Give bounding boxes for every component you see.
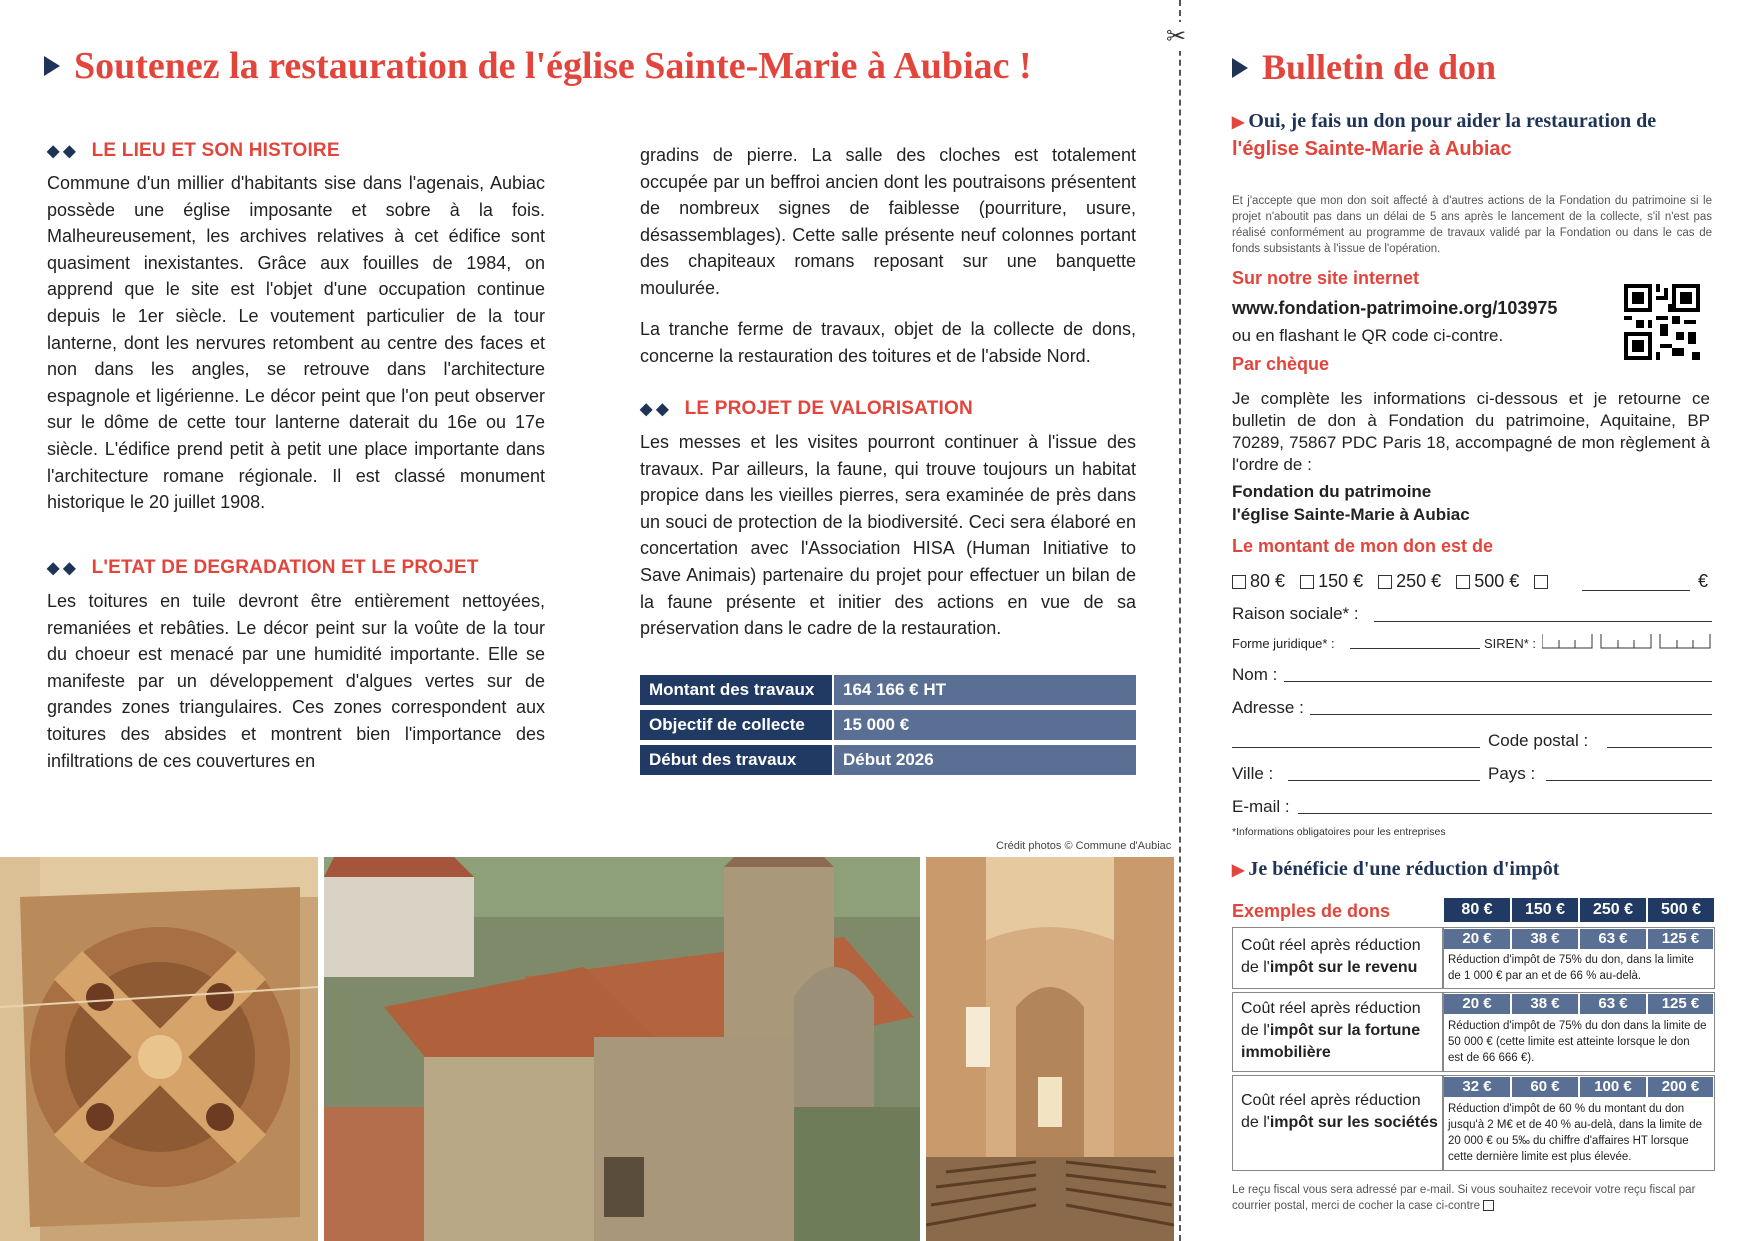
page-title: Soutenez la restauration de l'église Sainte-Marie à Aubiac !	[44, 44, 1032, 88]
label-forme-juridique: Forme juridique* :	[1232, 636, 1335, 651]
label-code-postal: Code postal :	[1488, 731, 1589, 750]
triangle-bullet-icon	[44, 56, 60, 76]
tax-row-label: Coût réel après réduction de l'impôt sur le revenu	[1241, 937, 1421, 976]
siren-field[interactable]	[1542, 634, 1712, 648]
amount-option-other[interactable]	[1534, 571, 1552, 591]
cheque-heading: Par chèque	[1232, 354, 1330, 374]
diamond-bullets-icon: ◆◆	[47, 143, 80, 160]
cheque-instructions: Je complète les informations ci-dessous et je retourne ce bulletin de don à Fondation du patrimoine, Aquitaine, BP 70289, 75867 PDC Paris 18, accompagné de mon règlement à l'ordre de :	[1232, 389, 1710, 474]
small-triangle-icon: ▶	[1232, 862, 1249, 879]
tax-value: 100 €	[1580, 1077, 1646, 1097]
label-nom: Nom :	[1232, 665, 1278, 684]
adresse-field[interactable]	[1310, 714, 1712, 715]
section-heading-history: ◆◆ LE LIEU ET SON HISTOIRE	[47, 140, 340, 161]
tax-value: 125 €	[1648, 994, 1713, 1014]
order-line-1: Fondation du patrimoine	[1232, 482, 1432, 501]
tax-row-note: Réduction d'impôt de 60 % du montant du don jusqu'à 2 M€ et de 40 % au-delà, dans la limite de 20 000 € ou 5‰ du chiffre d'affaires HT lorsque cette dernière limite est plus élevée.	[1448, 1103, 1703, 1163]
code-postal-field[interactable]	[1607, 747, 1712, 748]
works-scope-text: La tranche ferme de travaux, objet de la collecte de dons, concerne la restauration des toitures et de l'abside Nord.	[640, 319, 1136, 366]
label-raison-sociale: Raison sociale* :	[1232, 604, 1359, 623]
currency-symbol: €	[1698, 571, 1709, 591]
checkbox[interactable]	[1534, 575, 1548, 589]
pays-field[interactable]	[1546, 780, 1712, 781]
example-amount: 150 €	[1512, 898, 1578, 922]
cost-table	[640, 670, 1136, 780]
raison-sociale-field[interactable]	[1374, 621, 1712, 622]
valorisation-text: Les messes et les visites pourront continuer à l'issue des travaux. Par ailleurs, la faune, qui trouve toujours un habitat propice dans les vieilles pierres, sera examinée de près dans un souci de protection de la biodiversité. Ceci sera élaboré en concertation avec l'Association HISA (Human Initiative to Save Animais) partenaire du projet pour effectuer un bilan de la faune présente et initier des actions en vue de sa préservation dans le cadre de la restauration.	[640, 432, 1136, 639]
diamond-bullets-icon: ◆◆	[640, 401, 673, 418]
photo-painted-dome	[0, 857, 318, 1241]
checkbox[interactable]	[1456, 575, 1470, 589]
adresse-line-2-field[interactable]	[1232, 747, 1480, 748]
tax-value: 63 €	[1580, 994, 1646, 1014]
website-url[interactable]: www.fondation-patrimoine.org/103975	[1232, 298, 1558, 318]
table-row: Début des travaux Début 2026	[640, 745, 1136, 775]
section-heading-degradation: ◆◆ L'ETAT DE DEGRADATION ET LE PROJET	[47, 557, 479, 578]
degradation-text: Les toitures en tuile devront être entièrement nettoyées, remaniées et rebâties. Le décor peint sur la voûte de la tour du choeur est menacé par une humidité importante. Elle se manifeste par un développement d'algues vertes sur de grandes zones triangulaires. Ces zones correspondent aux toitures des absides et montrent bien l'importance des infiltrations de ces couvertures en	[47, 591, 545, 771]
tax-value: 63 €	[1580, 929, 1646, 949]
tax-value: 60 €	[1512, 1077, 1578, 1097]
tax-heading: ▶ Je bénéficie d'une réduction d'impôt	[1232, 858, 1560, 880]
tax-value: 125 €	[1648, 929, 1713, 949]
tax-row-note: Réduction d'impôt de 75% du don, dans la limite de 1 000 € par an et de 66 % au-delà.	[1448, 954, 1694, 982]
table-row: Montant des travaux 164 166 € HT	[640, 675, 1136, 705]
amount-option-80[interactable]: 80 €	[1232, 571, 1285, 591]
label-siren: SIREN* :	[1484, 636, 1537, 651]
photo-credit: Crédit photos © Commune d'Aubiac	[996, 840, 1172, 852]
amount-option-150[interactable]: 150 €	[1300, 571, 1363, 591]
amount-option-500[interactable]: 500 €	[1456, 571, 1519, 591]
label-ville: Ville :	[1232, 764, 1274, 783]
tax-value: 200 €	[1648, 1077, 1713, 1097]
tax-row-label: Coût réel après réduction de l'impôt sur les sociétés	[1241, 1092, 1438, 1131]
tax-value: 32 €	[1444, 1077, 1510, 1097]
tax-value: 20 €	[1444, 994, 1510, 1014]
amount-heading: Le montant de mon don est de	[1232, 536, 1494, 556]
table-row: Objectif de collecte 15 000 €	[640, 710, 1136, 740]
label-pays: Pays :	[1488, 764, 1536, 783]
cut-line	[1179, 0, 1181, 1241]
example-amount: 500 €	[1648, 898, 1714, 922]
examples-heading: Exemples de dons	[1232, 901, 1391, 921]
tax-row-note: Réduction d'impôt de 75% du don dans la limite de 50 000 € (cette limite est atteinte lorsque le don est de 66 666 €).	[1448, 1020, 1707, 1064]
tax-value: 38 €	[1512, 929, 1578, 949]
email-field[interactable]	[1298, 813, 1712, 814]
qr-code[interactable]	[1624, 284, 1700, 360]
donation-intro: ▶ Oui, je fais un don pour aider la restauration de	[1232, 110, 1657, 132]
mandatory-note: *Informations obligatoires pour les entreprises	[1232, 826, 1446, 838]
example-amount: 250 €	[1580, 898, 1646, 922]
disclaimer-text: Et j'accepte que mon don soit affecté à d'autres actions de la Fondation du patrimoine si le projet n'aboutit pas dans un délai de 5 ans après le lancement de la collecte, s'il n'est pas réalisé conformément au programme de travaux validé par la Fondation ou dans le cas de fonds subsistants à l'issue de l'opération.	[1232, 195, 1712, 255]
photo-church-aerial	[324, 857, 920, 1241]
tax-row-label: Coût réel après réduction de l'impôt sur la fortune immobilière	[1241, 1000, 1421, 1061]
section-heading-valorisation: ◆◆ LE PROJET DE VALORISATION	[640, 398, 973, 419]
label-email: E-mail :	[1232, 797, 1290, 816]
triangle-bullet-icon	[1232, 58, 1248, 78]
example-amount: 80 €	[1444, 898, 1510, 922]
history-text: Commune d'un millier d'habitants sise dans l'agenais, Aubiac possède une église imposante et sobre à la fois. Malheureusement, les archives relatives à cet édifice sont quasiment inexistantes. Grâce aux fouilles de 1984, on apprend que le site est l'objet d'une occupation continue depuis le 1er siècle. Le voutement particulier de la tour lanterne, dont les nervures retombent au centre des faces et non dans les angles, se retrouve dans l'architecture espagnole et ligérienne. Le décor peint que l'on peut observer sur le dôme de cette tour lanterne daterait du 16e ou 17e siècle. L'édifice prend petit à petit une place importante dans l'architecture romane régionale. Il est classé monument historique le 20 juillet 1908.	[47, 173, 545, 513]
qr-instruction: ou en flashant le QR code ci-contre.	[1232, 326, 1504, 345]
checkbox[interactable]	[1232, 575, 1246, 589]
tax-value: 20 €	[1444, 929, 1510, 949]
donation-form-title: Bulletin de don	[1232, 46, 1496, 88]
other-amount-field[interactable]	[1582, 590, 1690, 591]
small-triangle-icon: ▶	[1232, 114, 1249, 131]
amount-option-250[interactable]: 250 €	[1378, 571, 1441, 591]
donation-project-name: l'église Sainte-Marie à Aubiac	[1232, 138, 1512, 160]
order-line-2: l'église Sainte-Marie à Aubiac	[1232, 505, 1470, 524]
postal-receipt-checkbox[interactable]	[1483, 1200, 1494, 1211]
footer-note: Le reçu fiscal vous sera adressé par e-mail. Si vous souhaitez recevoir votre reçu fiscal par courrier postal, merci de cocher la case ci-contre	[1232, 1184, 1696, 1212]
amount-options	[1232, 571, 1552, 592]
checkbox[interactable]	[1378, 575, 1392, 589]
photo-church-interior	[926, 857, 1174, 1241]
nom-field[interactable]	[1284, 681, 1712, 682]
scissors-icon: ✂	[1166, 23, 1187, 50]
label-adresse: Adresse :	[1232, 698, 1304, 717]
checkbox[interactable]	[1300, 575, 1314, 589]
degradation-text-continued: gradins de pierre. La salle des cloches est totalement occupée par un beffroi ancien dont les poutraisons présentent de nombreux signes de faiblesse (pourriture, usure, désassemblages). Cette salle présente neuf colonnes portant des chapiteaux romans reposant sur une banquette moulurée.	[640, 145, 1136, 298]
ville-field[interactable]	[1288, 780, 1480, 781]
tax-value: 38 €	[1512, 994, 1578, 1014]
diamond-bullets-icon: ◆◆	[47, 560, 80, 577]
web-heading: Sur notre site internet	[1232, 268, 1420, 288]
forme-juridique-field[interactable]	[1350, 648, 1480, 649]
